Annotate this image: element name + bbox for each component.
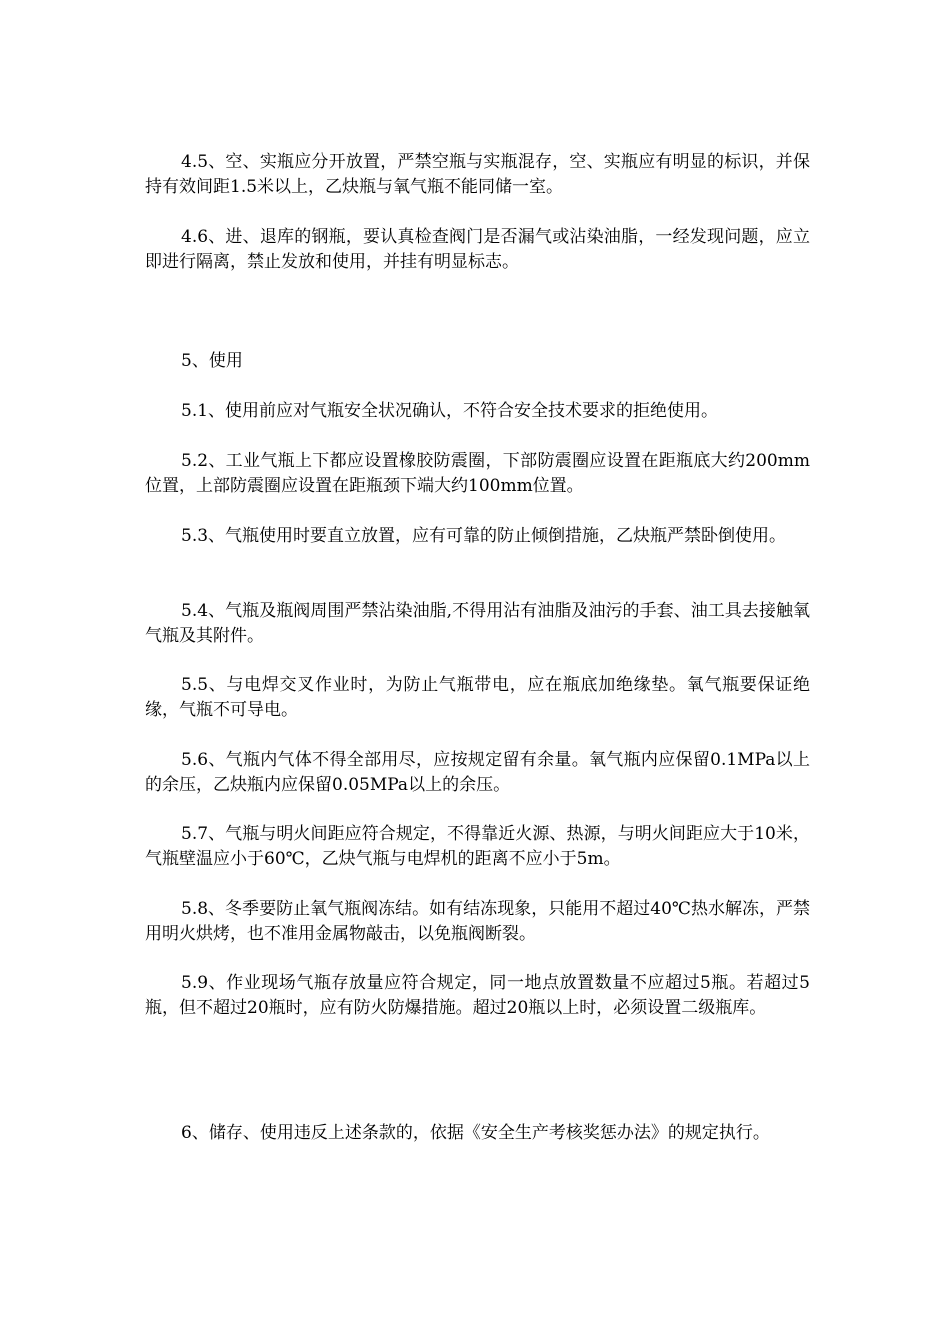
paragraph-5-8: 5.8、冬季要防止氧气瓶阀冻结。如有结冻现象，只能用不超过40℃热水解冻，严禁用明火烘烤，也不准用金属物敲击，以免瓶阀断裂。	[145, 899, 810, 944]
paragraph-5-3: 5.3、气瓶使用时要直立放置，应有可靠的防止倾倒措施，乙炔瓶严禁卧倒使用。	[181, 526, 787, 546]
paragraph-5-9: 5.9、作业现场气瓶存放量应符合规定，同一地点放置数量不应超过5瓶。若超过5瓶，但不超过20瓶时，应有防火防爆措施。超过20瓶以上时，必须设置二级瓶库。	[145, 973, 810, 1018]
paragraph-6: 6、储存、使用违反上述条款的，依据《安全生产考核奖惩办法》的规定执行。	[181, 1123, 770, 1143]
section-heading-5: 5、使用	[181, 351, 243, 371]
paragraph-5-5: 5.5、与电焊交叉作业时，为防止气瓶带电，应在瓶底加绝缘垫。氧气瓶要保证绝缘，气瓶不可导电。	[145, 675, 810, 720]
paragraph-5-4: 5.4、气瓶及瓶阀周围严禁沾染油脂,不得用沾有油脂及油污的手套、油工具去接触氧气瓶及其附件。	[145, 601, 810, 646]
paragraph-5-6: 5.6、气瓶内气体不得全部用尽，应按规定留有余量。氧气瓶内应保留0.1MPa以上的余压，乙炔瓶内应保留0.05MPa以上的余压。	[145, 750, 810, 795]
paragraph-5-2: 5.2、工业气瓶上下都应设置橡胶防震圈，下部防震圈应设置在距瓶底大约200mm位置，上部防震圈应设置在距瓶颈下端大约100mm位置。	[145, 451, 810, 496]
paragraph-5-1: 5.1、使用前应对气瓶安全状况确认，不符合安全技术要求的拒绝使用。	[181, 401, 719, 421]
paragraph-4-6: 4.6、进、退库的钢瓶，要认真检查阀门是否漏气或沾染油脂，一经发现问题，应立即进行隔离，禁止发放和使用，并挂有明显标志。	[145, 227, 810, 272]
paragraph-4-5: 4.5、空、实瓶应分开放置，严禁空瓶与实瓶混存，空、实瓶应有明显的标识，并保持有效间距1.5米以上，乙炔瓶与氧气瓶不能同储一室。	[145, 152, 810, 197]
paragraph-5-7: 5.7、气瓶与明火间距应符合规定，不得靠近火源、热源，与明火间距应大于10米，气瓶壁温应小于60℃，乙炔气瓶与电焊机的距离不应小于5m。	[145, 824, 810, 869]
